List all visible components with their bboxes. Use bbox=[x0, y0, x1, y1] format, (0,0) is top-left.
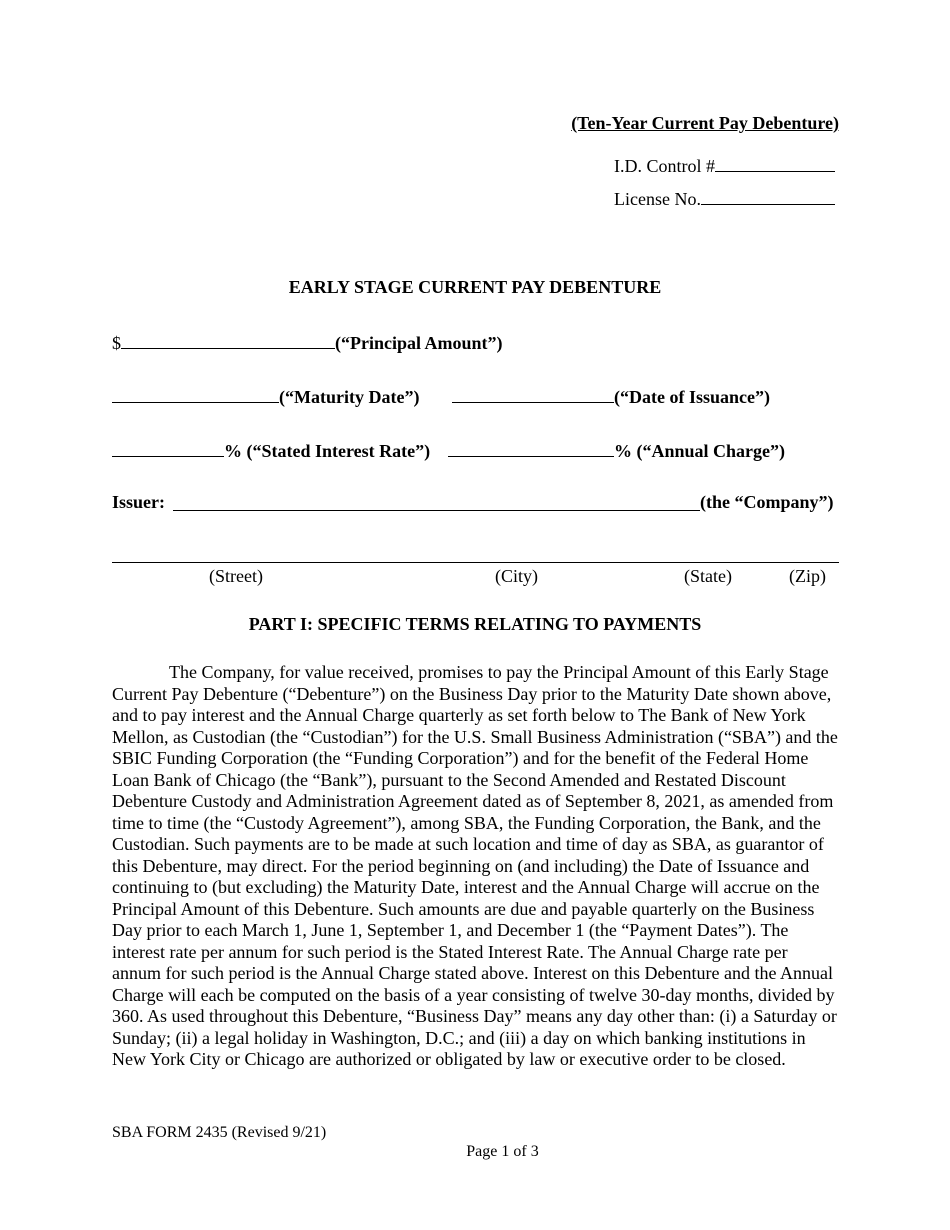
maturity-label: (“Maturity Date”) bbox=[279, 387, 420, 407]
company-label: (the “Company”) bbox=[700, 492, 834, 512]
part1-heading: PART I: SPECIFIC TERMS RELATING TO PAYMENTS bbox=[248, 614, 702, 634]
annual-charge-label: % (“Annual Charge”) bbox=[614, 441, 786, 461]
issuer-label: Issuer: bbox=[112, 492, 165, 512]
principal-row bbox=[112, 331, 503, 354]
page-number: Page 1 of 3 bbox=[466, 1143, 539, 1160]
form-type-heading: (Ten-Year Current Pay Debenture) bbox=[571, 113, 839, 133]
dollar-sign: $ bbox=[112, 333, 121, 353]
issuer-row bbox=[112, 492, 165, 513]
license-field bbox=[614, 187, 835, 210]
rates-row bbox=[112, 439, 430, 462]
principal-label: (“Principal Amount”) bbox=[335, 333, 503, 353]
id-control-blank[interactable] bbox=[715, 154, 835, 172]
maturity-blank[interactable] bbox=[112, 385, 279, 403]
document-title: EARLY STAGE CURRENT PAY DEBENTURE bbox=[288, 277, 662, 297]
id-control-field bbox=[614, 154, 835, 177]
annual-charge-field bbox=[448, 439, 785, 462]
interest-rate-label: % (“Stated Interest Rate”) bbox=[224, 441, 431, 461]
dates-row bbox=[112, 385, 419, 408]
issuer-blank[interactable] bbox=[173, 493, 700, 511]
license-blank[interactable] bbox=[701, 187, 835, 205]
issuance-blank[interactable] bbox=[452, 385, 614, 403]
id-control-label: I.D. Control # bbox=[614, 156, 715, 176]
issuance-field bbox=[452, 385, 770, 408]
city-label: (City) bbox=[495, 566, 538, 586]
form-number: SBA FORM 2435 (Revised 9/21) bbox=[112, 1124, 327, 1141]
license-label: License No. bbox=[614, 189, 701, 209]
street-label: (Street) bbox=[209, 566, 263, 586]
issuance-label: (“Date of Issuance”) bbox=[614, 387, 770, 407]
address-line[interactable] bbox=[112, 562, 839, 563]
principal-blank[interactable] bbox=[121, 331, 335, 349]
interest-rate-blank[interactable] bbox=[112, 439, 224, 457]
part1-body: The Company, for value received, promises to pay the Principal Amount of this Early Stage Current Pay Debenture (“Debenture”) on the Business Day prior to the Maturity Date shown above, and to pay interest and the Annual Charge quarterly as set forth below to The Bank of New York Mellon, as Custodian (the “Custodian”) for the U.S. Small Business Administration (“SBA”) and the SBIC Funding Corporation (the “Funding Corporation”) and for the benefit of the Federal Home Loan Bank of Chicago (the “Bank”), pursuant to the Second Amended and Restated Discount Debenture Custody and Administration Agreement dated as of September 8, 2021, as amended from time to time (the “Custody Agreement”), among SBA, the Funding Corporation, the Bank, and the Custodian. Such payments are to be made at such location and time of day as SBA, as guarantor of this Debenture, may direct. For the period beginning on (and including) the Date of Issuance and continuing to (but excluding) the Maturity Date, interest and the Annual Charge will accrue on the Principal Amount of this Debenture. Such amounts are due and payable quarterly on the Business Day prior to each March 1, June 1, September 1, and December 1 (the “Payment Dates”). The interest rate per annum for such period is the Stated Interest Rate. The Annual Charge rate per annum for such period is the Annual Charge stated above. Interest on this Debenture and the Annual Charge will each be computed on the basis of a year consisting of twelve 30-day months, divided by 360. As used throughout this Debenture, “Business Day” means any day other than: (i) a Saturday or Sunday; (ii) a legal holiday in Washington, D.C.; and (iii) a day on which banking institutions in New York City or Chicago are authorized or obligated by law or executive order to be closed. bbox=[112, 662, 838, 1069]
annual-charge-blank[interactable] bbox=[448, 439, 614, 457]
state-label: (State) bbox=[684, 566, 732, 586]
zip-label: (Zip) bbox=[789, 566, 826, 586]
